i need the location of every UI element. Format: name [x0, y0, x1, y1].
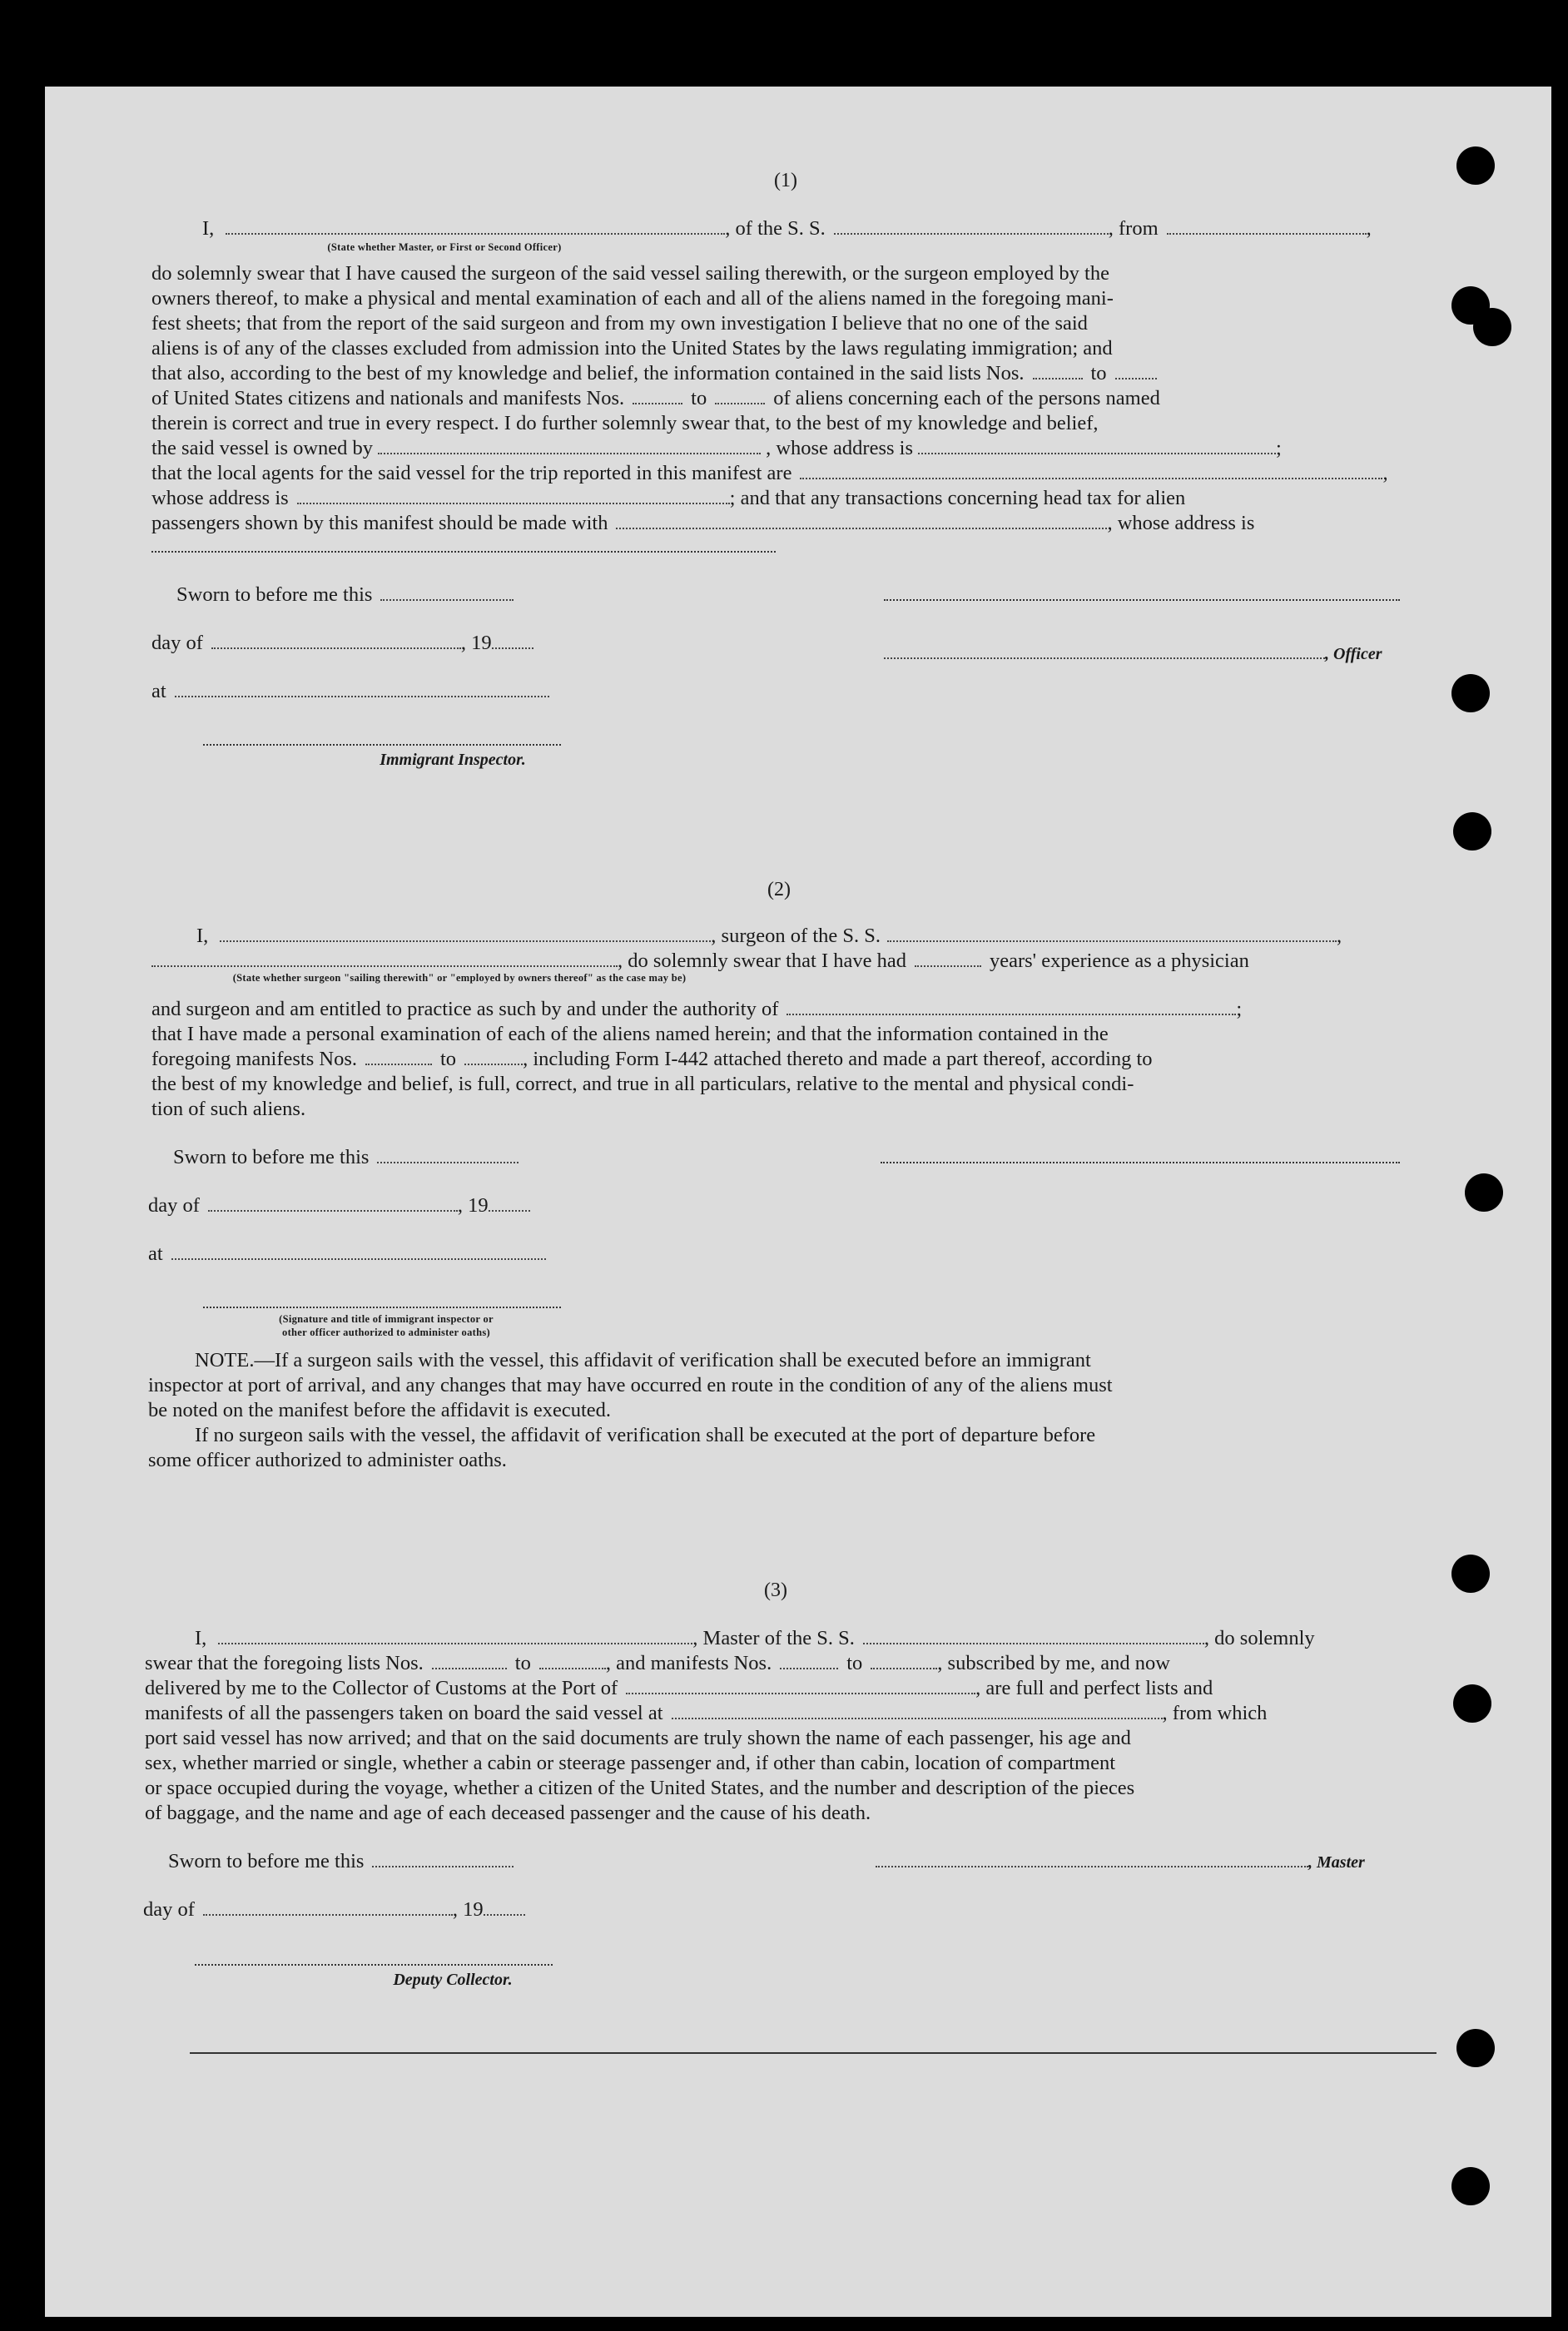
s1-at: at — [151, 679, 549, 704]
s1-para-9: that the local agents for the said vessel for the trip reported in this manifest are , — [151, 462, 1388, 484]
s2-sig-caption-1: (Signature and title of immigrant inspector or — [279, 1313, 494, 1325]
s1-para-3: fest sheets; that from the report of the said surgeon and from my own investigation I believe that no one of the said — [151, 312, 1088, 335]
s1-para-11: passengers shown by this manifest should be made with , whose address is — [151, 512, 1255, 534]
punch-hole — [1453, 812, 1491, 851]
s1-officer: , Officer — [884, 641, 1382, 667]
s3-para-6: or space occupied during the voyage, whether a citizen of the United States, and the number and description of the pieces — [145, 1777, 1135, 1799]
s2-para-2: that I have made a personal examination of each of the aliens named herein; and that the information contained in the — [151, 1023, 1109, 1045]
section-3-number: (3) — [764, 1580, 787, 1601]
s2-para-4: the best of my knowledge and belief, is full, correct, and true in all particulars, relative to the mental and physical condi- — [151, 1073, 1134, 1095]
s2-line-2: , do solemnly swear that I have had years' experience as a physician — [151, 949, 1249, 974]
punch-hole — [1451, 674, 1490, 712]
s3-collector-line — [195, 1964, 553, 1966]
s3-para-3: manifests of all the passengers taken on board the said vessel at , from which — [145, 1702, 1268, 1724]
s1-address-line — [151, 551, 776, 553]
s3-line-1: I, , Master of the S. S. , do solemnly — [195, 1627, 1315, 1649]
s2-line-1: I, , surgeon of the S. S. , — [196, 925, 1342, 947]
s3-para-7: of baggage, and the name and age of each deceased passenger and the cause of his death. — [145, 1802, 871, 1824]
s3-para-1: swear that the foregoing lists Nos. to , and manifests Nos. to , subscribed by me, and now — [145, 1652, 1170, 1674]
s1-para-4: aliens is of any of the classes excluded from admission into the United States by the laws regulating immigration; and — [151, 337, 1113, 360]
s1-para-7: therein is correct and true in every respect. I do further solemnly swear that, to the best of my knowledge and belief, — [151, 412, 1099, 434]
s1-day-of: day of , 19 — [151, 631, 533, 656]
punch-hole — [1456, 2029, 1495, 2067]
s2-note-4: If no surgeon sails with the vessel, the affidavit of verification shall be executed at the port of departure before — [195, 1424, 1096, 1446]
punch-hole — [1465, 1173, 1503, 1212]
s2-para-5: tion of such aliens. — [151, 1098, 306, 1120]
section-1-number: (1) — [774, 170, 797, 191]
s3-para-4: port said vessel has now arrived; and that on the said documents are truly shown the name of each passenger, his age and — [145, 1727, 1131, 1749]
s2-signature-line — [881, 1162, 1400, 1163]
s1-para-8: the said vessel is owned by , whose address is ; — [151, 437, 1282, 459]
section-2-number: (2) — [767, 879, 791, 900]
s3-para-2: delivered by me to the Collector of Customs at the Port of , are full and perfect lists and — [145, 1677, 1213, 1699]
punch-hole — [1453, 1684, 1491, 1723]
s2-sig-caption-2: other officer authorized to administer oaths) — [282, 1327, 490, 1338]
s1-sworn: Sworn to before me this — [176, 583, 514, 608]
s1-caption: (State whether Master, or First or Second Officer) — [327, 241, 562, 253]
s1-inspector-label: Immigrant Inspector. — [380, 751, 526, 769]
bottom-rule — [190, 2052, 1437, 2054]
s2-inspector-line — [203, 1307, 561, 1308]
s2-note-5: some officer authorized to administer oaths. — [148, 1449, 507, 1471]
s2-note-3: be noted on the manifest before the affidavit is executed. — [148, 1399, 612, 1421]
s2-para-1: and surgeon and am entitled to practice as such by and under the authority of ; — [151, 998, 1243, 1020]
s3-day-of: day of , 19 — [143, 1897, 525, 1922]
s1-para-6: of United States citizens and nationals and manifests Nos. to of aliens concerning each of the persons named — [151, 387, 1160, 409]
punch-hole — [1451, 2167, 1490, 2205]
s1-para-10: whose address is ; and that any transactions concerning head tax for alien — [151, 487, 1186, 509]
s3-master: , Master — [876, 1849, 1365, 1875]
s1-para-1: do solemnly swear that I have caused the surgeon of the said vessel sailing therewith, or the surgeon employed by the — [151, 262, 1109, 285]
s1-signature-line — [884, 599, 1400, 601]
s1-para-2: owners thereof, to make a physical and mental examination of each and all of the aliens named in the foregoing mani- — [151, 287, 1114, 310]
s2-caption: (State whether surgeon "sailing therewith" or "employed by owners thereof" as the case may be) — [232, 972, 687, 984]
s2-para-3: foregoing manifests Nos. to , including Form I-442 attached thereto and made a part thereof, according to — [151, 1048, 1153, 1070]
s2-note-2: inspector at port of arrival, and any changes that may have occurred en route in the condition of any of the aliens must — [148, 1374, 1113, 1396]
s1-para-5: that also, according to the best of my knowledge and belief, the information contained in the said lists Nos. to — [151, 361, 1157, 386]
s1-inspector-line — [203, 744, 561, 746]
s2-at: at — [148, 1242, 546, 1267]
s3-para-5: sex, whether married or single, whether a cabin or steerage passenger and, if other than cabin, location of compartment — [145, 1752, 1116, 1774]
s2-sworn: Sworn to before me this — [173, 1145, 519, 1170]
form-page — [45, 87, 1551, 2317]
s3-sworn: Sworn to before me this — [168, 1849, 514, 1874]
punch-hole — [1473, 308, 1511, 346]
s3-deputy-label: Deputy Collector. — [393, 1971, 513, 1989]
s2-note-1: NOTE.—If a surgeon sails with the vessel, this affidavit of verification shall be executed before an immigrant — [195, 1349, 1091, 1371]
s1-line-1: I, , of the S. S. , from , — [202, 217, 1372, 240]
s2-day-of: day of , 19 — [148, 1193, 530, 1218]
punch-hole — [1456, 146, 1495, 185]
punch-hole — [1451, 1555, 1490, 1593]
